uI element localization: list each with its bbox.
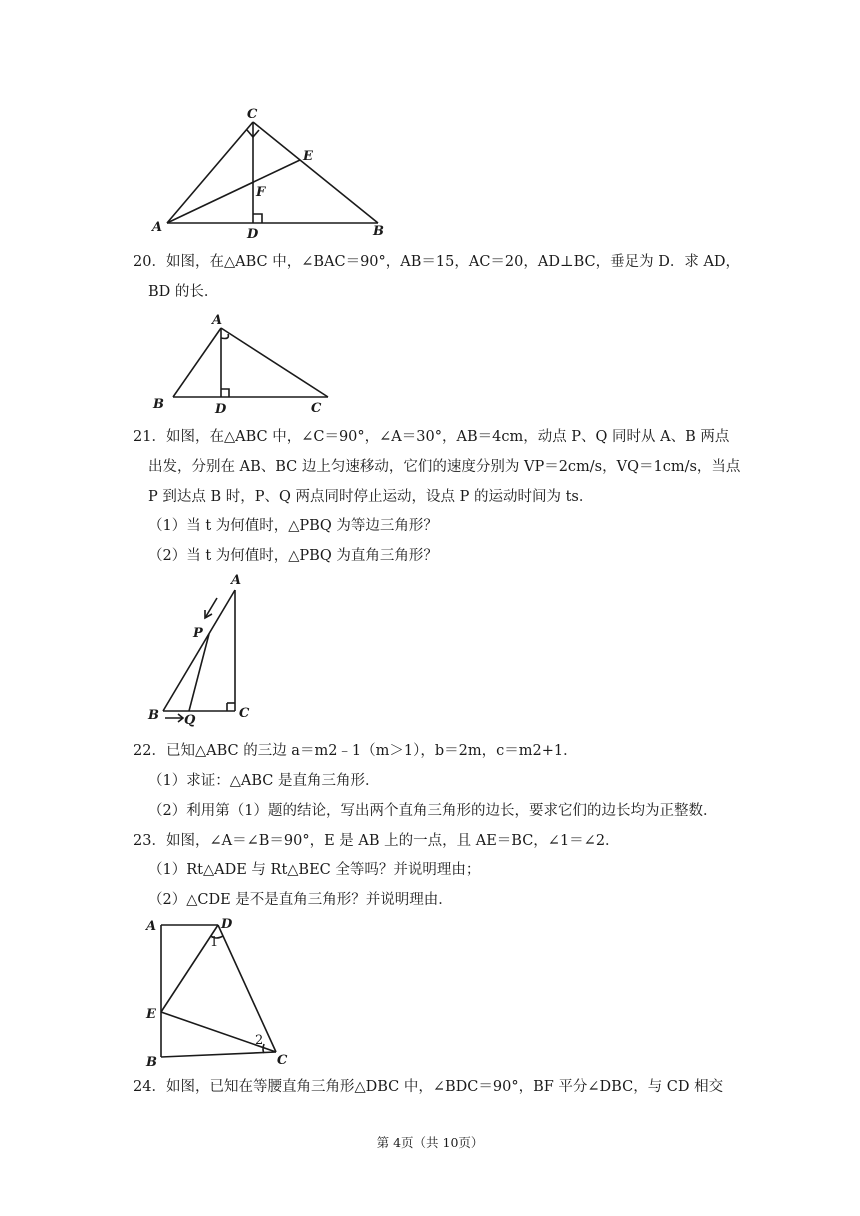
label-c: C bbox=[311, 401, 322, 416]
label-d: D bbox=[215, 402, 227, 417]
segment-dc bbox=[218, 925, 276, 1052]
segment-ab bbox=[163, 590, 235, 711]
segment-bc bbox=[161, 1052, 276, 1057]
label-e: E bbox=[146, 1007, 156, 1022]
segment-ac bbox=[221, 328, 328, 397]
segment-pq bbox=[189, 634, 209, 711]
label-angle-1: 1 bbox=[210, 935, 219, 950]
q21-part1: （1）当 t 为何值时，△PBQ 为等边三角形？ bbox=[148, 518, 438, 534]
q20-line2: BD 的长． bbox=[148, 284, 219, 300]
label-c: C bbox=[277, 1053, 288, 1068]
label-q: Q bbox=[184, 713, 196, 728]
segment-ae bbox=[167, 160, 300, 223]
segment-ac bbox=[167, 122, 253, 223]
label-d: D bbox=[221, 917, 233, 932]
q22-part1: （1）求证：△ABC 是直角三角形． bbox=[148, 773, 380, 789]
label-a: A bbox=[152, 220, 163, 235]
right-angle-a bbox=[221, 334, 228, 339]
label-a: A bbox=[212, 313, 223, 328]
q22-line1: 22．已知△ABC 的三边 a＝m2﹣1（m＞1），b＝2m，c＝m2+1． bbox=[133, 743, 578, 759]
page-footer: 第 4页（共 10页） bbox=[376, 1135, 484, 1150]
q24-line1: 24．如图，已知在等腰直角三角形△DBC 中，∠BDC＝90°，BF 平分∠DBC，与 CD 相交 bbox=[133, 1079, 724, 1095]
q23-line1: 23．如图，∠A＝∠B＝90°，E 是 AB 上的一点，且 AE＝BC，∠1＝∠2． bbox=[133, 833, 620, 849]
figure-q19 bbox=[150, 100, 390, 240]
label-angle-2: 2 bbox=[255, 1033, 264, 1048]
label-a: A bbox=[231, 573, 242, 588]
q21-line3: P 到达点 B 时，P、Q 两点同时停止运动，设点 P 的运动时间为 ts． bbox=[148, 489, 594, 505]
label-f: F bbox=[256, 185, 266, 200]
q21-line2: 出发，分别在 AB、BC 边上匀速移动，它们的速度分别为 VP＝2cm/s，VQ＝1cm/s，当点 bbox=[148, 459, 741, 475]
q20-line1: 20．如图，在△ABC 中，∠BAC＝90°，AB＝15，AC＝20，AD⊥BC，垂足为 D．求 AD， bbox=[133, 254, 741, 270]
q23-part1: （1）Rt△ADE 与 Rt△BEC 全等吗？并说明理由； bbox=[148, 862, 481, 878]
segment-ab bbox=[173, 328, 221, 397]
figure-q23 bbox=[143, 912, 303, 1072]
q21-line1: 21．如图，在△ABC 中，∠C＝90°，∠A＝30°，AB＝4cm，动点 P、Q 同时从 A、B 两点 bbox=[133, 429, 730, 445]
right-angle-d bbox=[253, 214, 262, 223]
label-a: A bbox=[146, 919, 157, 934]
label-d: D bbox=[247, 227, 259, 242]
label-c: C bbox=[239, 706, 250, 721]
label-b: B bbox=[153, 397, 164, 412]
q21-part2: （2）当 t 为何值时，△PBQ 为直角三角形？ bbox=[148, 548, 438, 564]
label-c: C bbox=[247, 107, 258, 122]
figure-q20 bbox=[150, 310, 340, 420]
label-p: P bbox=[193, 626, 203, 641]
q22-part2: （2）利用第（1）题的结论，写出两个直角三角形的边长，要求它们的边长均为正整数． bbox=[148, 803, 718, 819]
figure-q21 bbox=[145, 572, 265, 732]
label-b: B bbox=[146, 1055, 157, 1070]
label-e: E bbox=[303, 149, 313, 164]
label-b: B bbox=[148, 708, 159, 723]
right-angle-d bbox=[221, 389, 229, 397]
q23-part2: （2）△CDE 是不是直角三角形？并说明理由． bbox=[148, 892, 453, 908]
label-b: B bbox=[373, 224, 384, 239]
